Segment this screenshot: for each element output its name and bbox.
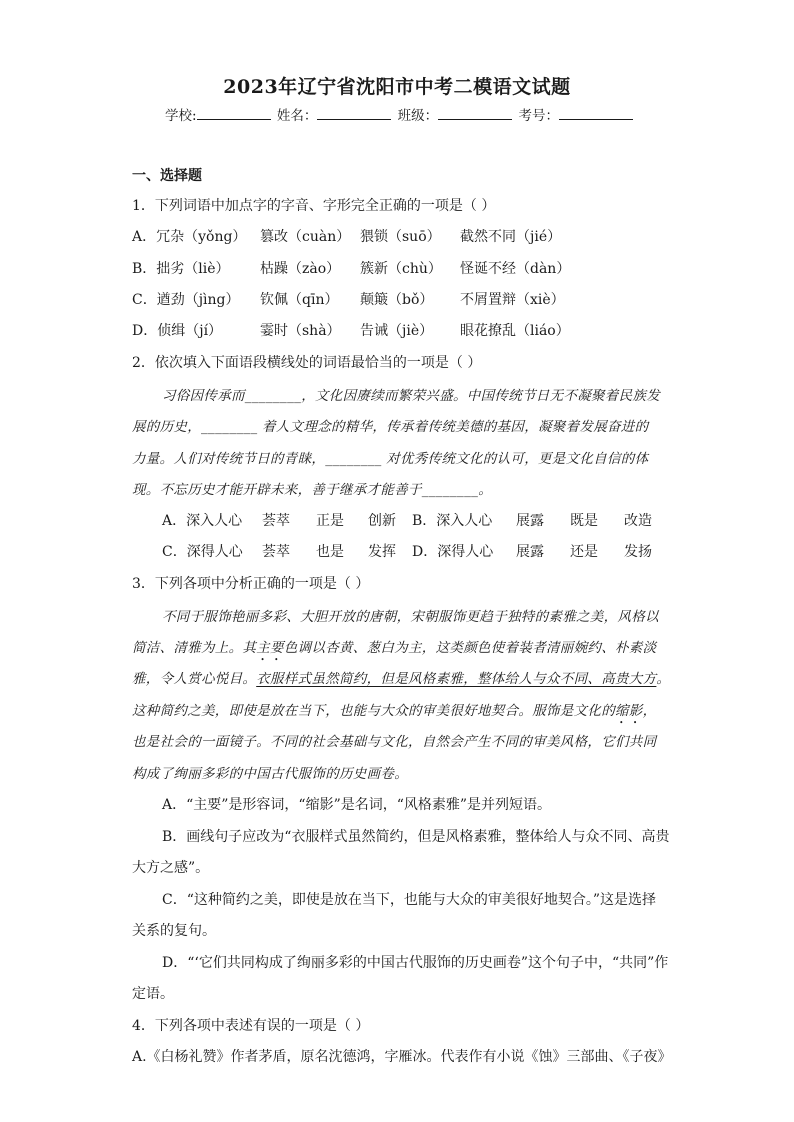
page-title: 2023年辽宁省沈阳市中考二模语文试题 (223, 76, 571, 98)
q3-passage-line (132, 699, 656, 727)
q3-passage-line (132, 667, 670, 687)
q2-passage-line: 现。不忘历史才能开辟未来，善于继承才能善于________。 (132, 482, 492, 498)
q1-c-1: C．遒劲（jìng） (132, 292, 240, 308)
q2-b-2: 展露 (516, 513, 544, 529)
q2-a-1: A．深入人心 (162, 513, 243, 529)
school-label: 学校: (165, 108, 197, 124)
number-blank[interactable] (559, 107, 633, 120)
q1-option-d (132, 320, 570, 340)
q2-passage-line: 习俗因传承而________，文化因赓续而繁荣兴盛。中国传统节日无不凝聚着民族发 (162, 388, 660, 404)
q1-option-a (132, 226, 561, 246)
q4-option-a: A.《白杨礼赞》作者茅盾，原名沈德鸿，字雁冰。代表作有小说《蚀》三部曲、《子夜》 (132, 1049, 672, 1065)
q1-a-1: A．冗杂（yǒng） (132, 229, 247, 245)
number-label: 考号： (518, 108, 559, 124)
q1-d-4: 眼花撩乱（liáo） (460, 323, 570, 339)
q1-b-4: 怪诞不经（dàn） (460, 261, 571, 277)
q2-d-3: 还是 (570, 544, 598, 560)
school-blank[interactable] (197, 107, 271, 120)
q1-c-2: 钦佩（qīn） (260, 292, 339, 308)
q2-options-cd (162, 541, 652, 561)
q3-text: 这种简约之美，即使是放在当下，也能与大众的审美很好地契合。服饰是文化的 (132, 703, 615, 719)
q2-d-1: D．深得人心 (412, 544, 494, 560)
q1-b-1: B．拙劣（liè） (132, 261, 230, 277)
q2-a-4: 创新 (368, 513, 396, 529)
q3-dotted-word: 缩影 (615, 703, 643, 719)
q2-c-3: 也是 (316, 544, 344, 560)
q3-text: 简洁、清雅为上。其 (132, 640, 257, 656)
q3-passage-line: 不同于服饰艳丽多彩、大胆开放的唐朝，宋朝服饰更趋于独特的素雅之美，风格以 (162, 609, 659, 625)
q4-stem: 4．下列各项中表述有误的一项是（ ） (132, 1018, 370, 1034)
q2-d-4: 发扬 (624, 544, 652, 560)
q2-passage-line: 力量。人们对传统节日的青睐，________ 对优秀传统文化的认可，更是文化自信的体 (132, 451, 649, 467)
q2-c-1: C．深得人心 (162, 544, 243, 560)
q2-a-2: 荟萃 (262, 513, 290, 529)
q3-text: 雅，令人赏心悦目。 (132, 671, 257, 687)
q2-passage-line: 展的历史，________ 着人文理念的精华，传承着传统美德的基因，凝聚着发展奋进的 (132, 419, 649, 435)
q3-option-c: C．“这种简约之美，即使是放在当下，也能与大众的审美很好地契合。”这是选择 (162, 892, 657, 908)
name-label: 姓名： (276, 108, 318, 124)
q3-option-c-cont: 关系的复句。 (132, 923, 216, 939)
q2-stem: 2．依次填入下面语段横线处的词语最恰当的一项是（ ） (132, 355, 482, 371)
q1-c-4: 不屑置辩（xiè） (460, 292, 565, 308)
q3-option-d-cont: 定语。 (132, 986, 174, 1002)
q1-d-3: 告诫（jiè） (360, 323, 434, 339)
q3-text: 。 (656, 671, 671, 687)
q2-d-2: 展露 (516, 544, 544, 560)
q3-underlined-sentence: 衣服样式虽然简约，但是风格素雅，整体给人与众不同、高贵大方 (256, 671, 657, 687)
class-blank[interactable] (438, 107, 512, 120)
q1-stem: 1．下列词语中加点字的字音、字形完全正确的一项是（ ） (132, 198, 496, 214)
q2-c-4: 发挥 (368, 544, 396, 560)
q3-option-b: B．画线句子应改为“衣服样式虽然简约，但是风格素雅，整体给人与众不同、高贵 (162, 829, 670, 845)
q3-option-b-cont: 大方之感”。 (132, 860, 210, 876)
q2-a-3: 正是 (316, 513, 344, 529)
q3-passage-line: 也是社会的一面镜子。不同的社会基础与文化，自然会产生不同的审美风格，它们共同 (132, 734, 657, 750)
q1-a-3: 猥锁（suō） (360, 229, 441, 245)
student-info-row (165, 104, 635, 124)
q3-option-d: D．“‘它们共同构成了绚丽多彩的中国古代服饰的历史画卷”这个句子中，“共同”作 (162, 955, 669, 971)
q1-b-2: 枯躁（zào） (260, 261, 341, 277)
q1-b-3: 簇新（chù） (360, 261, 442, 277)
q3-text: 色调以杏黄、葱白为主，这类颜色使着装者清丽婉约、朴素淡 (283, 640, 657, 656)
q1-a-4: 截然不同（jié） (460, 229, 562, 245)
q2-b-3: 既是 (570, 513, 598, 529)
q2-b-4: 改造 (624, 513, 652, 529)
q2-b-1: B．深入人心 (412, 513, 493, 529)
q1-d-2: 霎时（shà） (260, 323, 341, 339)
q3-passage-line: 构成了绚丽多彩的中国古代服饰的历史画卷。 (132, 766, 408, 782)
name-blank[interactable] (317, 107, 391, 120)
section-heading: 一、选择题 (132, 168, 202, 184)
q3-option-a: A．“主要”是形容词，“缩影”是名词，“风格素雅”是并列短语。 (162, 797, 552, 813)
q3-text: ， (642, 703, 657, 719)
q3-dotted-word: 主要 (256, 640, 284, 656)
q1-a-2: 篡改（cuàn） (260, 229, 351, 245)
q1-d-1: D．侦缉（jí） (132, 323, 223, 339)
q1-option-b (132, 258, 570, 278)
q1-option-c (132, 289, 565, 309)
class-label: 班级： (397, 108, 439, 124)
q3-passage-line (132, 636, 656, 664)
q2-options-ab (162, 510, 652, 530)
q1-c-3: 颠簸（bǒ） (360, 292, 434, 308)
q3-stem: 3．下列各项中分析正确的一项是（ ） (132, 576, 370, 592)
q2-c-2: 荟萃 (262, 544, 290, 560)
